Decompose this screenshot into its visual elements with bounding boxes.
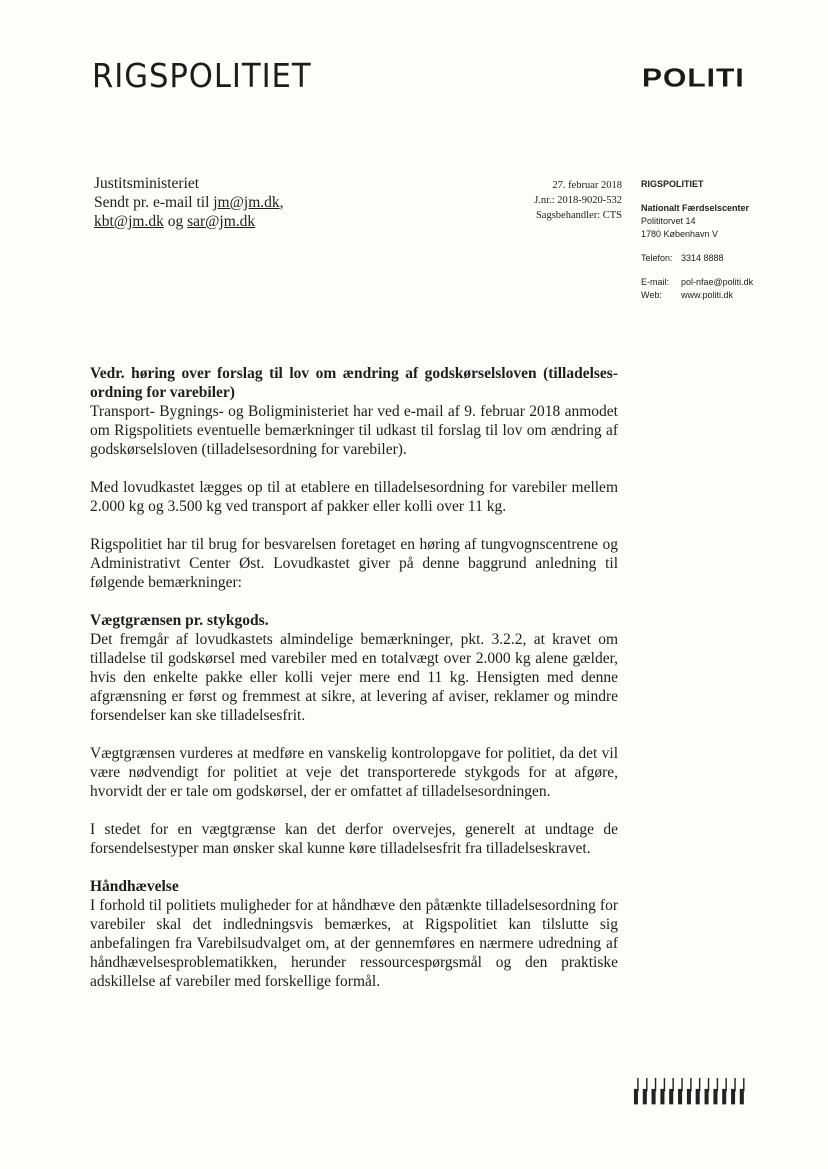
case-worker: Sagsbehandler: CTS	[535, 210, 622, 221]
recipient-email-line-2: kbt@jm.dk og sar@jm.dk	[94, 213, 256, 230]
paragraph-2: Med lovudkastet lægges op til at etablere en tilladelsesordning for varebiler mellem 2.000 kg og 3.500 kg ved transport af pakker eller kolli over 11 kg.	[90, 479, 618, 515]
paragraph-6: I stedet for en vægtgrænse kan det derfor overvejes, generelt at undtage de forsendelsestyper man ønsker skal kunne køre tilladelsesfrit fra tilladelseskravet.	[90, 821, 618, 857]
letter-meta	[480, 178, 622, 223]
rigspolitiet-logo: RIGSPOLITIET	[92, 56, 312, 95]
heading-enforcement: Håndhævelse	[90, 878, 179, 895]
recipient-name: Justitsministeriet	[94, 175, 200, 192]
sender-org: RIGSPOLITIET	[641, 179, 704, 189]
paragraph-5: Vægtgrænsen vurderes at medføre en vanskelig kontrolopgave for politiet, da det vil være nødvendigt for politiet at veje det transporterede stykgods for at afgøre, hvorvidt der er tale om godskørsel, der er omfattet af tilladelsesordningen.	[90, 745, 618, 800]
email-link-jm[interactable]: jm@jm.dk	[213, 194, 280, 211]
letter-subject: Vedr. høring over forslag til lov om ændring af godskørselsloven (tilladelsesordning for varebiler)	[90, 365, 618, 401]
paragraph-1: Transport- Bygnings- og Boligministeriet har ved e-mail af 9. februar 2018 anmodet om Rigspolitiets eventuelle bemærkninger til udkast til forslag til lov om ændring af godskørselsloven (tilladelsesordning for varebiler).	[90, 403, 618, 458]
sender-web-row: Web: www.politi.dk	[641, 290, 734, 300]
barcode	[634, 1078, 749, 1104]
email-link-kbt[interactable]: kbt@jm.dk	[94, 213, 164, 230]
sender-block	[641, 178, 811, 302]
barcode-top: |||||||||||||	[634, 1077, 749, 1092]
sender-city: 1780 København V	[641, 229, 719, 239]
email-link-sar[interactable]: sar@jm.dk	[187, 213, 256, 230]
barcode-bottom: ▌▌▌▌▌▌▌▌▌▌▌▌▌	[634, 1090, 749, 1105]
sender-web[interactable]: www.politi.dk	[681, 290, 734, 300]
journal-number: J.nr.: 2018-9020-532	[534, 195, 622, 206]
sender-street: Polititorvet 14	[641, 216, 696, 226]
heading-weight-limit: Vægtgrænsen pr. stykgods.	[90, 612, 269, 629]
sender-email[interactable]: pol-nfae@politi.dk	[681, 277, 754, 287]
paragraph-7: I forhold til politiets muligheder for at håndhæve den påtænkte tilladelsesordning for varebiler skal det indledningsvis bemærkes, at Rigspolitiet kan tilslutte sig anbefalingen fra Varebilsudvalget om, at der gennemføres en nærmere udredning af håndhævelsesproblematikken, herunder ressourcespørgsmål og den praktiske adskillelse af varebiler med forskellige formål.	[90, 897, 618, 990]
letter-body	[90, 364, 618, 991]
sender-unit: Nationalt Færdselscenter	[641, 203, 750, 213]
sender-email-row: E-mail: pol-nfae@politi.dk	[641, 277, 754, 287]
paragraph-4: Det fremgår af lovudkastets almindelige bemærkninger, pkt. 3.2.2, at kravet om tilladelse til godskørsel med varebiler med en totalvægt over 2.000 kg alene gælder, hvis den enkelte pakke eller kolli vejer mere end 11 kg. Hensigten med denne afgrænsning er først og fremmest at sikre, at levering af aviser, reklamer og mindre forsendelser kan ske tilladelsesfrit.	[90, 631, 618, 724]
recipient-email-line: Sendt pr. e-mail til jm@jm.dk,	[94, 194, 284, 211]
sender-phone: 3314 8888	[681, 253, 724, 263]
paragraph-3: Rigspolitiet har til brug for besvarelsen foretaget en høring af tungvognscentrene og Administrativt Center Øst. Lovudkastet giver på denne baggrund anledning til følgende bemærkninger:	[90, 536, 618, 591]
sender-phone-row: Telefon: 3314 8888	[641, 253, 724, 263]
politi-logo: POLITI	[642, 64, 745, 93]
recipient-block	[94, 174, 284, 231]
letter-date: 27. februar 2018	[552, 180, 622, 191]
